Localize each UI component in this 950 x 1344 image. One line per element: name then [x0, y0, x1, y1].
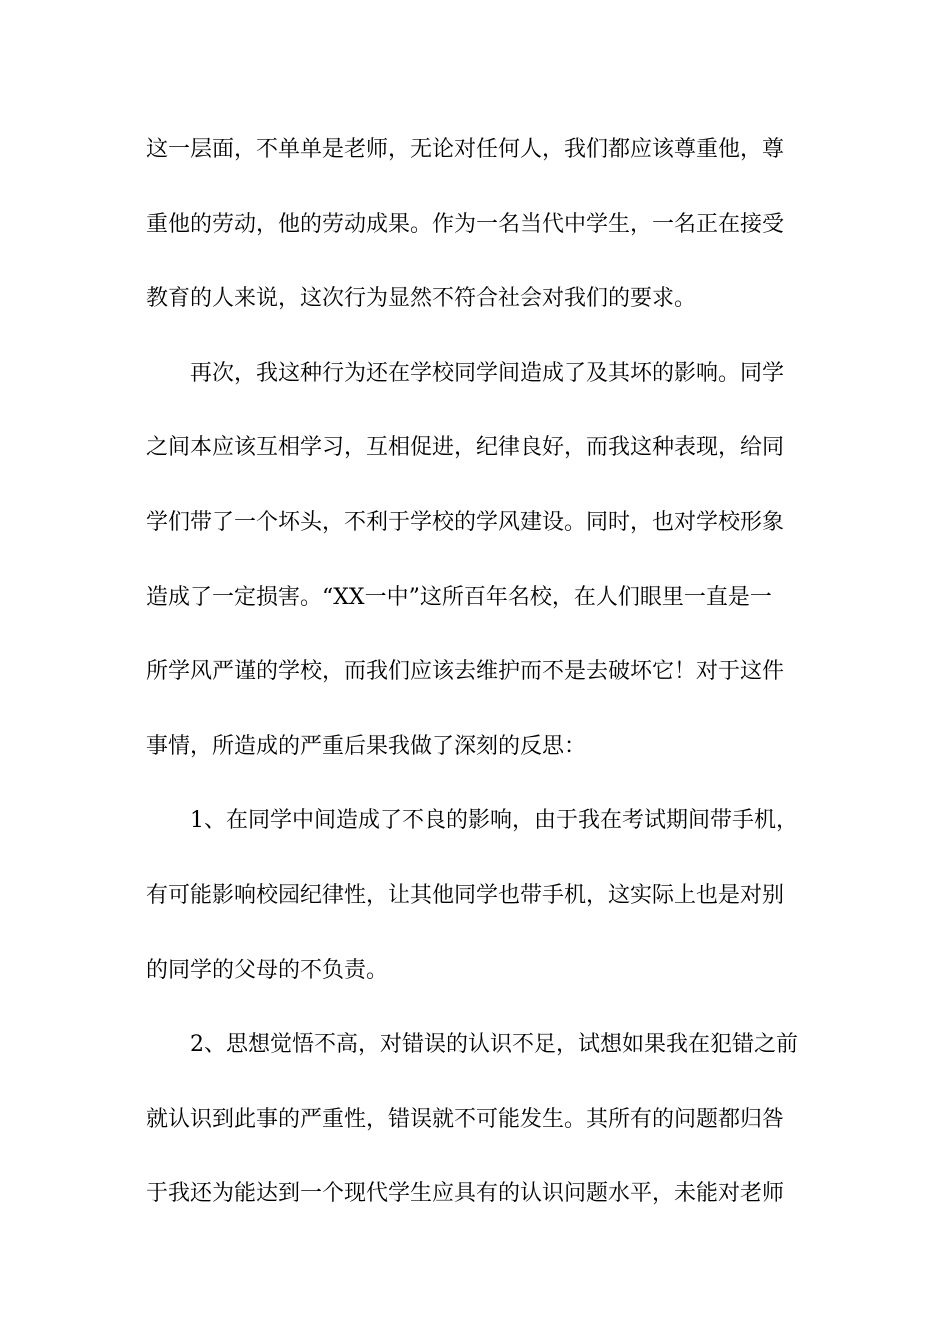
- text-line-11: 有可能影响校园纪律性，让其他同学也带手机，这实际上也是对别: [146, 882, 785, 908]
- text-line-8: 所学风严谨的学校，而我们应该去维护而不是去破坏它！对于这件: [146, 659, 785, 685]
- text-line-3: 教育的人来说，这次行为显然不符合社会对我们的要求。: [146, 286, 697, 312]
- text-line-13: 2、思想觉悟不高，对错误的认识不足，试想如果我在犯错之前: [190, 1032, 798, 1058]
- text-line-15: 于我还为能达到一个现代学生应具有的认识问题水平，未能对老师: [146, 1181, 785, 1207]
- text-line-14: 就认识到此事的严重性，错误就不可能发生。其所有的问题都归咎: [146, 1106, 785, 1132]
- text-line-6: 学们带了一个坏头，不利于学校的学风建设。同时，也对学校形象: [146, 509, 785, 535]
- text-line-2: 重他的劳动，他的劳动成果。作为一名当代中学生，一名正在接受: [146, 211, 785, 237]
- text-line-1: 这一层面，不单单是老师，无论对任何人，我们都应该尊重他，尊: [146, 137, 785, 162]
- text-line-9: 事情，所造成的严重后果我做了深刻的反思：: [146, 733, 587, 759]
- text-line-5: 之间本应该互相学习，互相促进，纪律良好，而我这种表现，给同: [146, 435, 785, 461]
- text-line-12: 的同学的父母的不负责。: [146, 957, 389, 983]
- document-body: [146, 128, 806, 1247]
- text-line-10: 1、在同学中间造成了不良的影响，由于我在考试期间带手机，: [190, 808, 798, 834]
- text-line-7: 造成了一定损害。“XX一中”这所百年名校，在人们眼里一直是一: [146, 584, 772, 610]
- text-line-4: 再次，我这种行为还在学校同学间造成了及其坏的影响。同学: [190, 360, 785, 386]
